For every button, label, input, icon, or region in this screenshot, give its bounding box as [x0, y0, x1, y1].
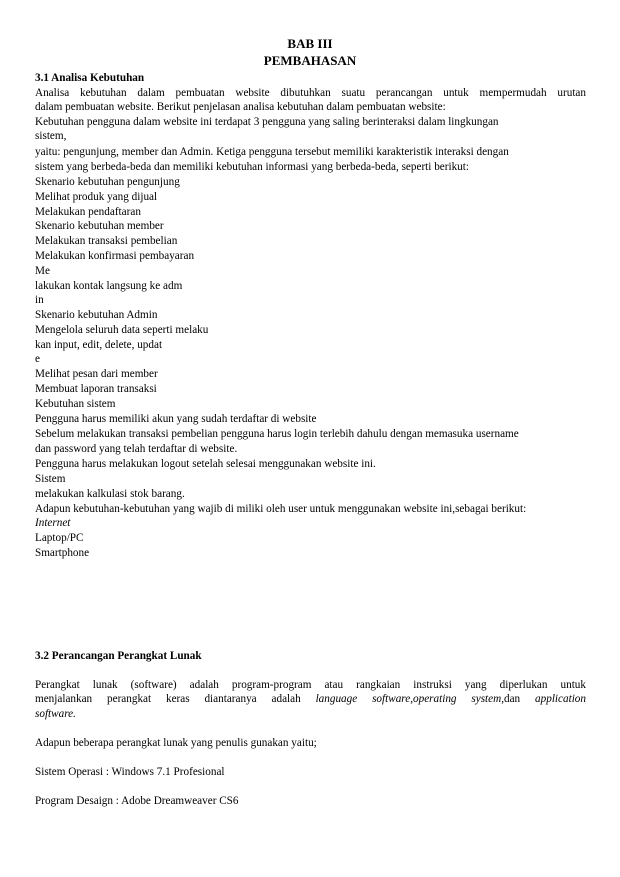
text-line: Skenario kebutuhan member: [35, 220, 164, 232]
text-run: language software,operating system,: [315, 693, 504, 705]
text-run: application: [535, 693, 586, 705]
text-line: melakukan kalkulasi stok barang.: [35, 488, 185, 500]
section-heading: 3.2 Perancangan Perangkat Lunak: [35, 650, 202, 662]
text-line: Adapun beberapa perangkat lunak yang penulis gunakan yaitu;: [35, 737, 317, 749]
text-line: Smartphone: [35, 547, 90, 559]
text-line: Adapun kebutuhan-kebutuhan yang wajib di miliki oleh user untuk menggunakan website ini,sebagai berikut:: [35, 503, 527, 515]
chapter-title: PEMBAHASAN: [263, 53, 357, 68]
chapter-number: BAB III: [287, 36, 333, 51]
text-line: Internet: [35, 517, 71, 529]
text-line: Pengguna harus memiliki akun yang sudah terdaftar di website: [35, 413, 317, 425]
text-line: yaitu: pengunjung, member dan Admin. Ketiga pengguna tersebut memiliki karakteristik interaksi dengan: [35, 146, 509, 158]
section-heading: 3.1 Analisa Kebutuhan: [35, 72, 145, 84]
text-line: dalam pembuatan website. Berikut penjelasan analisa kebutuhan dalam pembuatan website:: [35, 101, 446, 113]
text-line: Sistem: [35, 473, 66, 485]
text-line: Melihat pesan dari member: [35, 368, 158, 380]
text-line: sistem,: [35, 130, 67, 142]
text-line: sistem yang berbeda-beda dan memiliki kebutuhan informasi yang berbeda-beda, seperti berikut:: [35, 161, 469, 173]
text-line: Analisa kebutuhan dalam pembuatan website dibutuhkan suatu perancangan untuk mempermudah urutan: [35, 87, 586, 99]
text-line: kan input, edit, delete, updat: [35, 339, 163, 351]
text-line: Kebutuhan sistem: [35, 398, 116, 410]
text-line: Program Desaign : Adobe Dreamweaver CS6: [35, 795, 239, 807]
text-line: Kebutuhan pengguna dalam website ini terdapat 3 pengguna yang saling berinteraksi dalam lingkungan: [35, 116, 499, 128]
text-line: Pengguna harus melakukan logout setelah selesai menggunakan website ini.: [35, 458, 376, 470]
text-line: software.: [35, 708, 76, 720]
text-line: Me: [35, 265, 50, 277]
text-run: dan: [504, 693, 536, 705]
text-line: Sebelum melakukan transaksi pembelian pengguna harus login terlebih dahulu dengan memasuka username: [35, 428, 519, 440]
text-line: dan password yang telah terdaftar di website.: [35, 443, 238, 455]
text-line: Skenario kebutuhan pengunjung: [35, 176, 180, 188]
text-line: Sistem Operasi : Windows 7.1 Profesional: [35, 766, 225, 778]
text-line: in: [35, 294, 44, 306]
text-line: Membuat laporan transaksi: [35, 383, 157, 395]
text-run: menjalankan perangkat keras diantaranya adalah: [35, 693, 316, 705]
text-line: Laptop/PC: [35, 532, 84, 544]
text-line: Melakukan konfirmasi pembayaran: [35, 250, 195, 262]
text-line: Melihat produk yang dijual: [35, 191, 158, 203]
text-line: lakukan kontak langsung ke adm: [35, 280, 183, 292]
text-line: e: [35, 353, 40, 365]
text-line: Skenario kebutuhan Admin: [35, 309, 158, 321]
text-line: Melakukan transaksi pembelian: [35, 235, 178, 247]
text-line: Melakukan pendaftaran: [35, 206, 141, 218]
text-line: Mengelola seluruh data seperti melaku: [35, 324, 209, 336]
text-line: [35, 692, 586, 706]
text-line: Perangkat lunak (software) adalah program-program atau rangkaian instruksi yang diperlukan untuk: [35, 679, 586, 691]
